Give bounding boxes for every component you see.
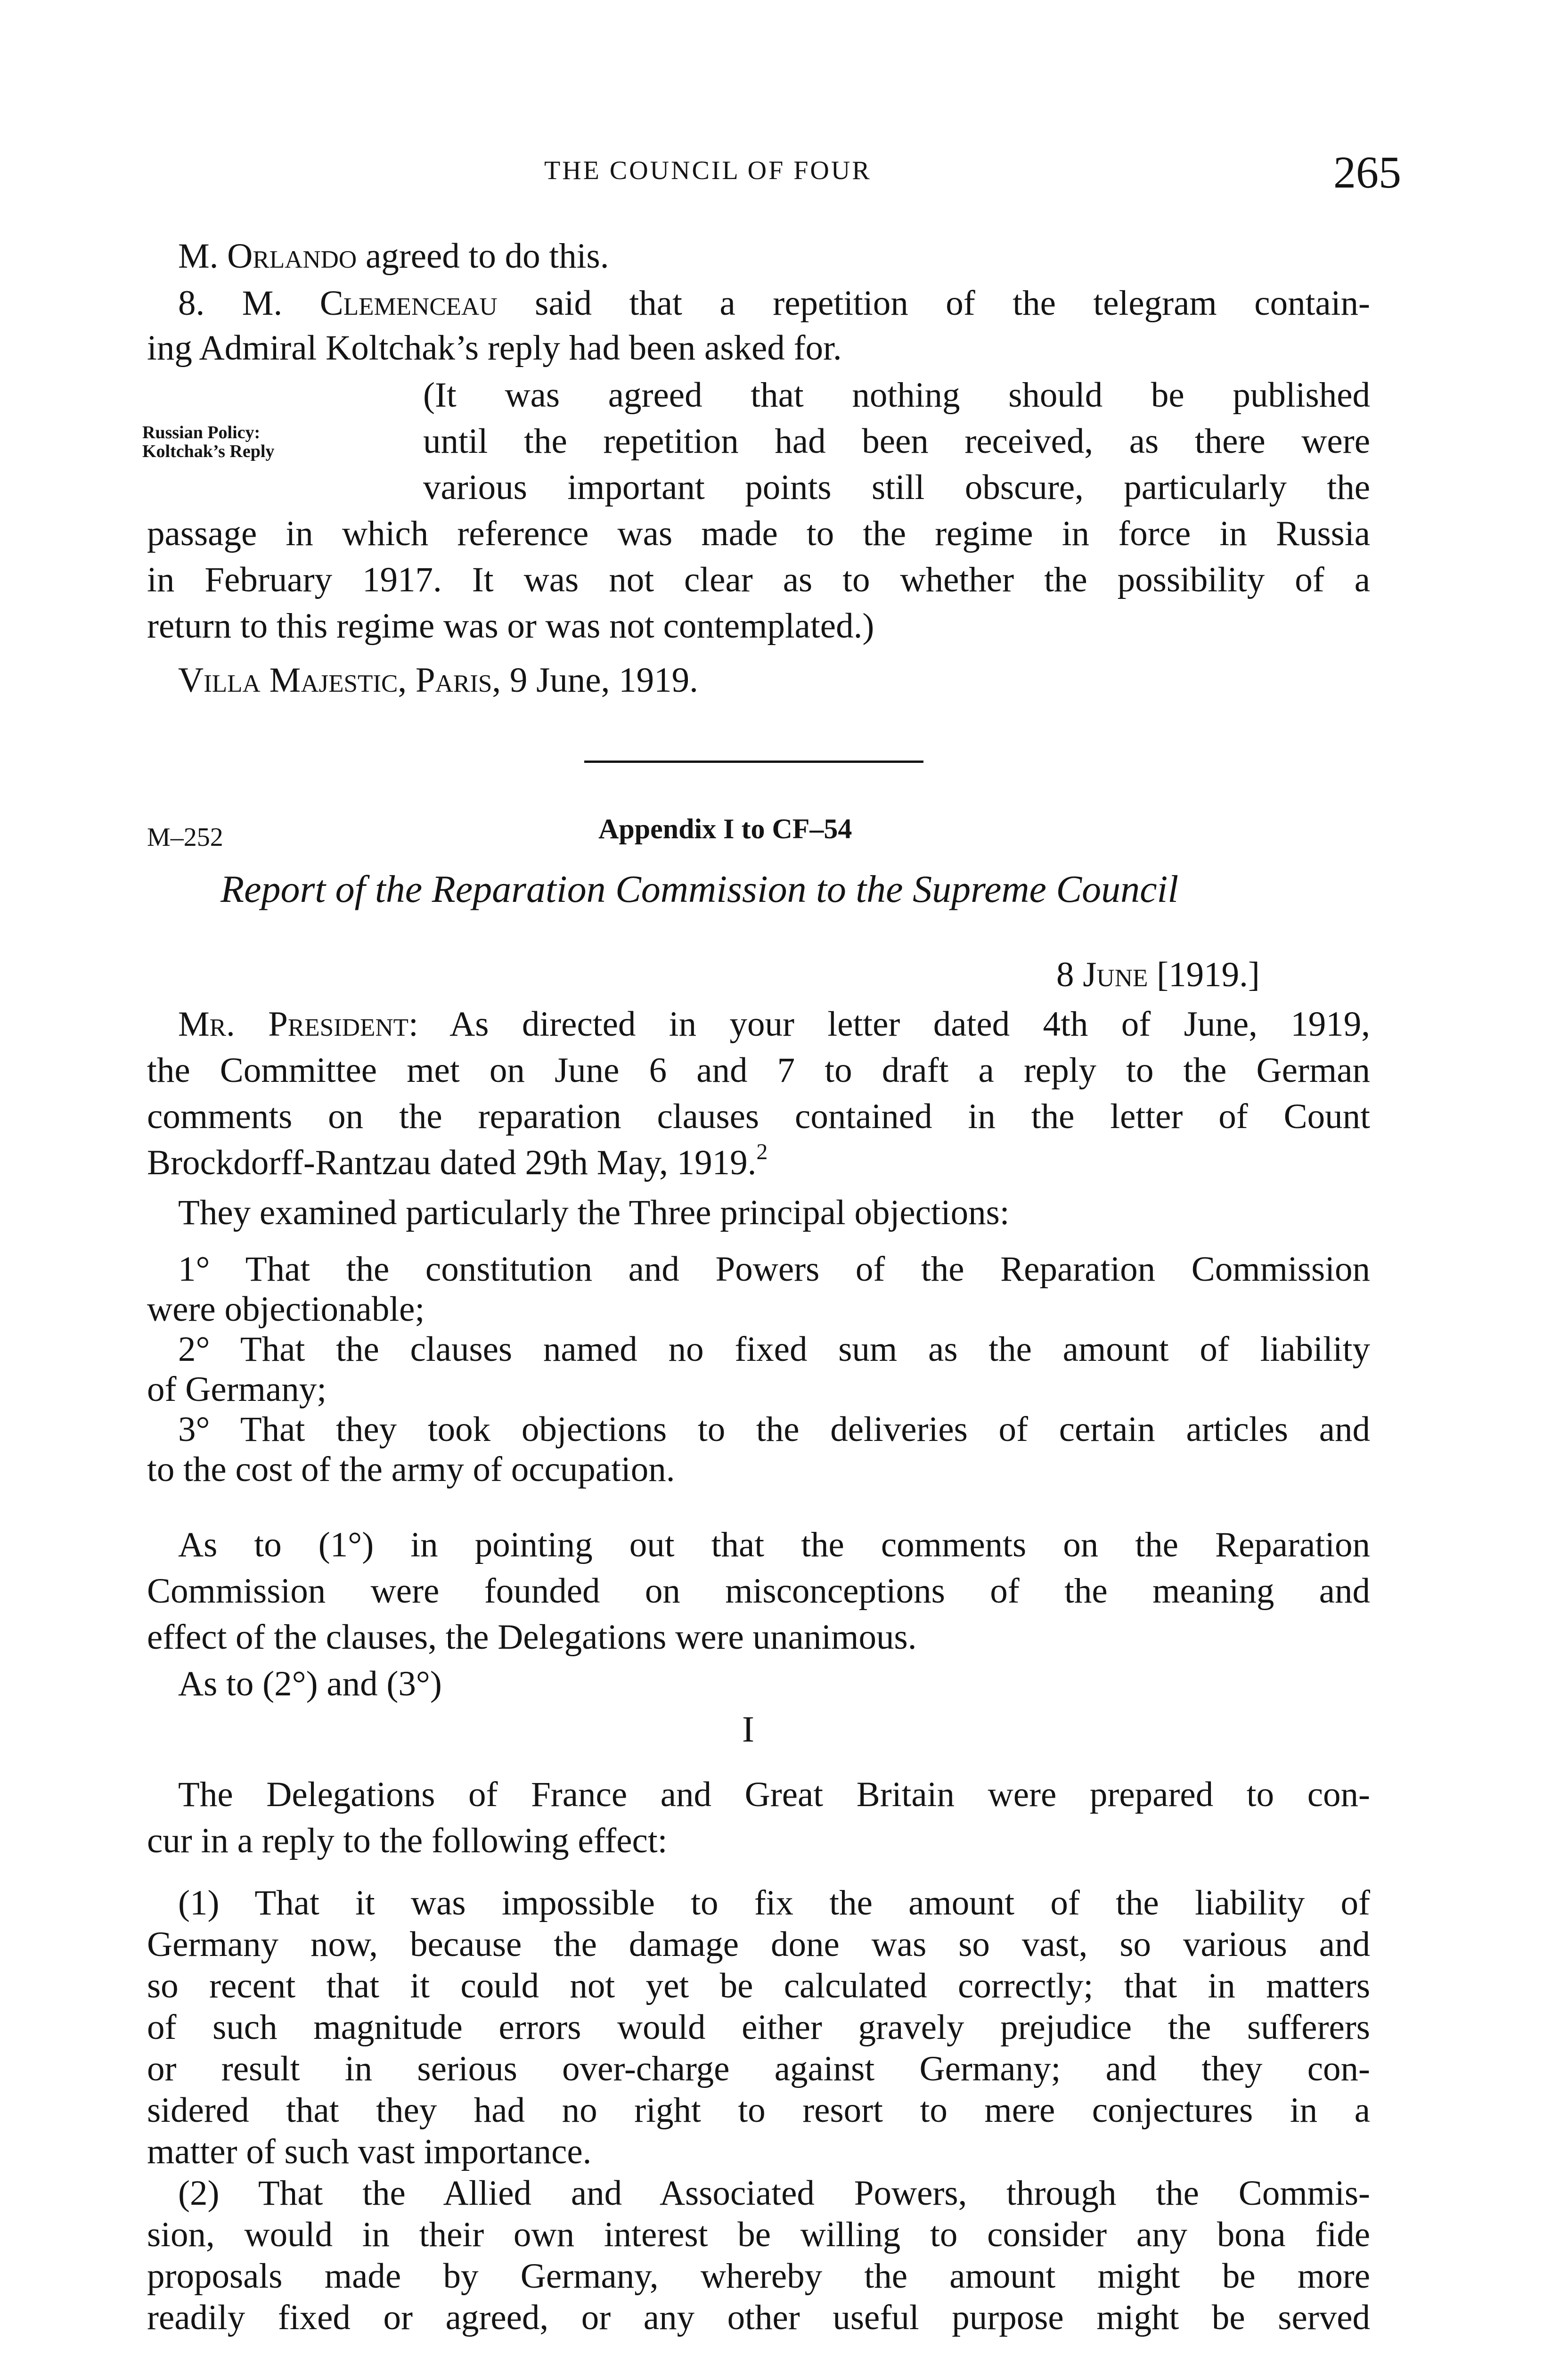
report-date-year: [1919.] xyxy=(1148,955,1260,994)
place-date: 9 June, 1919. xyxy=(509,661,698,700)
obj1-line-2: were objectionable; xyxy=(147,1290,425,1329)
obj2-line-2: of Germany; xyxy=(147,1370,327,1409)
page-number: 265 xyxy=(1333,147,1401,197)
orlando-line xyxy=(178,236,609,277)
report-date xyxy=(1056,954,1260,996)
appendix-ref: M–252 xyxy=(147,823,223,852)
reply-1-line-7: matter of such vast importance. xyxy=(147,2132,592,2171)
report-date-day: 8 xyxy=(1056,955,1083,994)
running-title: THE COUNCIL OF FOUR xyxy=(544,156,872,185)
p1-line-1-rest: : As directed in your letter dated 4th of June, 1919, xyxy=(408,1005,1370,1044)
p3-line-3: effect of the clauses, the Delegations were unanimous. xyxy=(147,1618,917,1657)
obj1-line-1: 1° That the constitution and Powers of the Reparation Commission xyxy=(178,1250,1370,1289)
reply-2-line-1: (2) That the Allied and Associated Powers, through the Commis- xyxy=(178,2174,1370,2213)
p1-line-4 xyxy=(147,1139,768,1184)
p5-line-2: cur in a reply to the following effect: xyxy=(147,1821,668,1860)
item-8-line-1 xyxy=(178,283,1370,324)
p2: They examined particularly the Three principal objections: xyxy=(178,1193,1010,1232)
appendix-heading: Appendix I to CF–54 xyxy=(598,813,852,844)
obj3-line-2: to the cost of the army of occupation. xyxy=(147,1450,675,1489)
section-divider xyxy=(584,761,923,763)
note-line-5: in February 1917. It was not clear as to whether the possibility of a xyxy=(147,560,1370,599)
reply-1-line-5: or result in serious over-charge against Germany; and they con- xyxy=(147,2049,1370,2088)
p3-line-1: As to (1°) in pointing out that the comments on the Reparation xyxy=(178,1525,1370,1564)
item-8-line-2: ing Admiral Koltchak’s reply had been asked for. xyxy=(147,328,842,368)
p3-line-2: Commission were founded on misconceptions of the meaning and xyxy=(147,1571,1370,1611)
note-line-4: passage in which reference was made to the regime in force in Russia xyxy=(147,514,1370,553)
note-line-3: various important points still obscure, particularly the xyxy=(423,468,1370,507)
appendix-title: Report of the Reparation Commission to the Supreme Council xyxy=(220,867,1179,910)
margin-note-line-1: Russian Policy: xyxy=(142,423,261,442)
p1-footnote-ref: 2 xyxy=(756,1139,768,1164)
p1-line-3: comments on the reparation clauses contained in the letter of Count xyxy=(147,1097,1370,1136)
reply-1-line-6: sidered that they had no right to resort to mere conjectures in a xyxy=(147,2091,1370,2130)
item-8-rest: said that a repetition of the telegram contain- xyxy=(497,284,1371,323)
orlando-name: M. Orlando xyxy=(178,237,357,276)
reply-1-line-3: so recent that it could not yet be calculated correctly; that in matters xyxy=(147,1966,1370,2005)
p5-line-1: The Delegations of France and Great Britain were prepared to con- xyxy=(178,1775,1370,1814)
orlando-rest: agreed to do this. xyxy=(357,237,609,276)
reply-1-line-4: of such magnitude errors would either gravely prejudice the sufferers xyxy=(147,2008,1370,2047)
reply-2-line-3: proposals made by Germany, whereby the amount might be more xyxy=(147,2257,1370,2296)
obj2-line-1: 2° That the clauses named no fixed sum as the amount of liability xyxy=(178,1330,1370,1369)
p1-salutation: Mr. President xyxy=(178,1005,409,1044)
p1-line-4-text: Brockdorff-Rantzau dated 29th May, 1919. xyxy=(147,1143,757,1182)
p1-line-2: the Committee met on June 6 and 7 to draft a reply to the German xyxy=(147,1051,1370,1090)
place-paris: Paris xyxy=(415,661,492,700)
place-villa: Villa Majestic xyxy=(178,661,398,700)
place-date-line: Villa Majestic, Paris, 9 June, 1919. xyxy=(178,661,698,700)
margin-note-line-2: Koltchak’s Reply xyxy=(142,442,275,461)
note-line-6: return to this regime was or was not contemplated.) xyxy=(147,606,874,646)
p4: As to (2°) and (3°) xyxy=(178,1664,442,1703)
note-line-2: until the repetition had been received, as there were xyxy=(423,422,1370,461)
reply-1-line-1: (1) That it was impossible to fix the amount of the liability of xyxy=(178,1883,1370,1922)
section-numeral: I xyxy=(742,1709,754,1750)
reply-1-line-2: Germany now, because the damage done was so vast, so various and xyxy=(147,1925,1370,1964)
reply-2-line-2: sion, would in their own interest be willing to consider any bona fide xyxy=(147,2215,1370,2254)
item-8-number: 8. M. xyxy=(178,284,320,323)
margin-note xyxy=(142,423,274,461)
reply-2-line-4: readily fixed or agreed, or any other useful purpose might be served xyxy=(147,2298,1370,2337)
p1-line-1 xyxy=(178,1004,1370,1045)
report-date-month: June xyxy=(1083,955,1148,994)
item-8-name: Clemenceau xyxy=(319,284,498,323)
note-line-1: (It was agreed that nothing should be published xyxy=(423,376,1370,415)
obj3-line-1: 3° That they took objections to the deliveries of certain articles and xyxy=(178,1410,1370,1449)
